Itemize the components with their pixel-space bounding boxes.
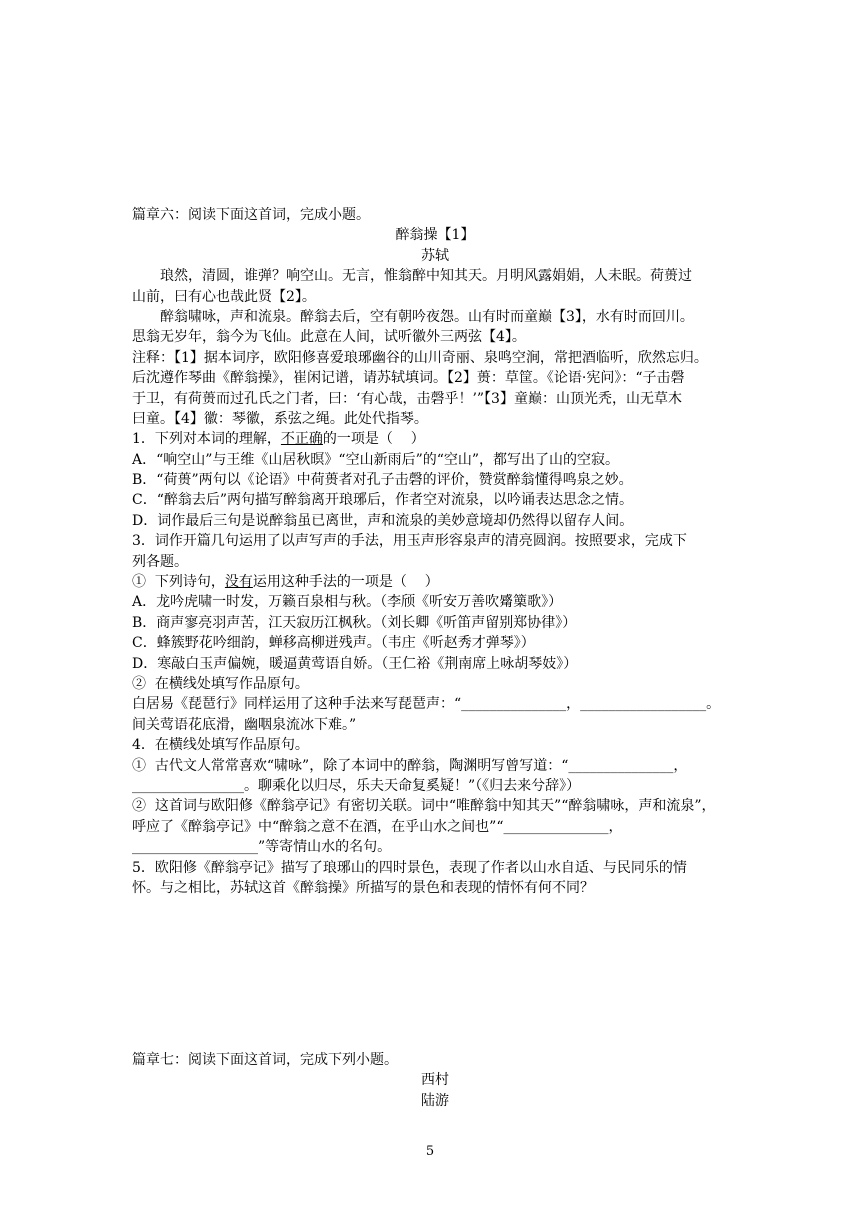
q4-fill: ________________。聊乘化以归尽，乐夫天命复奚疑！”（《归去来兮辞》） (132, 777, 581, 794)
section-six-heading: 篇章六：阅读下面这首词，完成小题。 (132, 207, 370, 223)
q3-option-d: D．寒敲白玉声偏婉，暖逼黄莺语自娇。（王仁裕《荆南席上咏胡琴妓》） (132, 655, 578, 672)
poem-line: 醉翁啸咏，声和流泉。醉翁去后，空有朝吟夜怨。山有时而童巅【3】，水有时而回川。 (160, 308, 694, 325)
question-5-stem: 怀。与之相比，苏轼这首《醉翁操》所描写的景色和表现的情怀有何不同？ (132, 879, 594, 896)
question-1-stem (132, 429, 738, 449)
poem-author: 苏轼 (421, 247, 449, 264)
q3-option-a: A．龙吟虎啸一时发，万籁百泉相与秋。（李颀《听安万善吹觱篥歌》） (132, 594, 563, 611)
q3-sub2-stem: ② 在横线处填写作品原句。 (132, 675, 309, 692)
section-seven-heading: 篇章七：阅读下面这首词，完成下列小题。 (132, 1052, 398, 1068)
q4-fill: __________________”等寄情山水的名句。 (132, 839, 392, 856)
question-3-stem: 列各题。 (132, 553, 188, 570)
q1-option-a: A．“响空山”与王维《山居秋暝》“空山新雨后”的“空山”，都写出了山的空寂。 (132, 451, 620, 468)
section-seven (132, 1050, 738, 1111)
q1-prefix: 1．下列对本词的理解， (132, 431, 281, 448)
poem-line: 琅然，清圆，谁弹？响空山。无言，惟翁醉中知其天。月明风露娟娟，人未眠。荷蒉过 (160, 268, 692, 285)
section-six (132, 205, 738, 898)
question-3-stem: 3．词作开篇几句运用了以声写声的手法，用玉声形容泉声的清亮圆润。按照要求，完成下 (132, 533, 687, 550)
q3-option-c: C．蜂簇野花吟细韵，蝉移高柳迸残声。（韦庄《听赵秀才弹琴》） (132, 635, 535, 652)
question-4-stem: 4．在横线处填写作品原句。 (132, 737, 309, 754)
q1-suffix: 的一项是（ ） (322, 431, 425, 448)
q3-option-b: B．商声寥亮羽声苦，江天寂历江枫秋。（刘长卿《听笛声留别郑协律》） (132, 614, 577, 631)
q3-sub2-fill: 白居易《琵琶行》同样运用了这种手法来写琵琶声：“_______________，__________________。 (132, 696, 721, 713)
notes-line: 于卫，有荷蒉而过孔氏之门者，曰：‘有心哉，击磬乎！’”【3】童巅：山顶光秃，山无草木 (132, 390, 682, 407)
q4-fill: 呼应了《醉翁亭记》中“醉翁之意不在酒，在乎山水之间也”“_______________， (132, 818, 623, 835)
q3-sub1-underlined: 没有 (224, 574, 253, 591)
question-5-stem: 5．欧阳修《醉翁亭记》描写了琅琊山的四时景色，表现了作者以山水自适、与民同乐的情 (132, 859, 687, 876)
notes-line: 注释：【1】据本词序，欧阳修喜爱琅琊幽谷的山川奇丽、泉鸣空涧，常把酒临听，欣然忘归。 (132, 349, 708, 366)
page-number: 5 (425, 1144, 435, 1159)
q3-sub2-fill: 间关莺语花底滑，幽咽泉流冰下难。” (132, 716, 357, 733)
q4-fill: ② 这首词与欧阳修《醉翁亭记》有密切关联。词中“唯醉翁中知其天”“醉翁啸咏，声和流泉”， (132, 798, 716, 815)
poem-line: 山前，曰有心也哉此贤【2】。 (132, 288, 316, 305)
notes-line: 曰童。【4】徽：琴徽，系弦之绳。此处代指琴。 (132, 410, 428, 427)
poem-title: 西村 (421, 1072, 449, 1089)
poem-title: 醉翁操【1】 (395, 227, 475, 244)
q1-underlined: 不正确 (280, 431, 323, 448)
q3-sub1-stem (132, 572, 738, 592)
q1-option-d: D．词作最后三句是说醉翁虽已离世，声和流泉的美妙意境却仍然得以留存人间。 (132, 512, 634, 529)
q3-sub1-prefix: ① 下列诗句， (132, 574, 225, 591)
q1-option-b: B．“荷蒉”两句以《论语》中荷蒉者对孔子击磬的评价，赞赏醉翁懂得鸣泉之妙。 (132, 472, 633, 489)
q3-sub1-suffix: 运用这种手法的一项是（ ） (252, 574, 439, 591)
notes-line: 后沈遵作琴曲《醉翁操》，崔闲记谱，请苏轼填词。【2】蒉：草筐。《论语·宪问》：“子击磬 (132, 370, 685, 387)
poem-author: 陆游 (421, 1092, 449, 1109)
poem-line: 思翁无岁年，翁今为飞仙。此意在人间，试听徽外三两弦【4】。 (132, 329, 526, 346)
q4-fill: ① 古代文人常常喜欢“啸咏”，除了本词中的醉翁，陶渊明写曾写道：“_______________， (132, 757, 688, 774)
q1-option-c: C．“醉翁去后”两句描写醉翁离开琅琊后，作者空对流泉，以吟诵表达思念之情。 (132, 492, 634, 509)
